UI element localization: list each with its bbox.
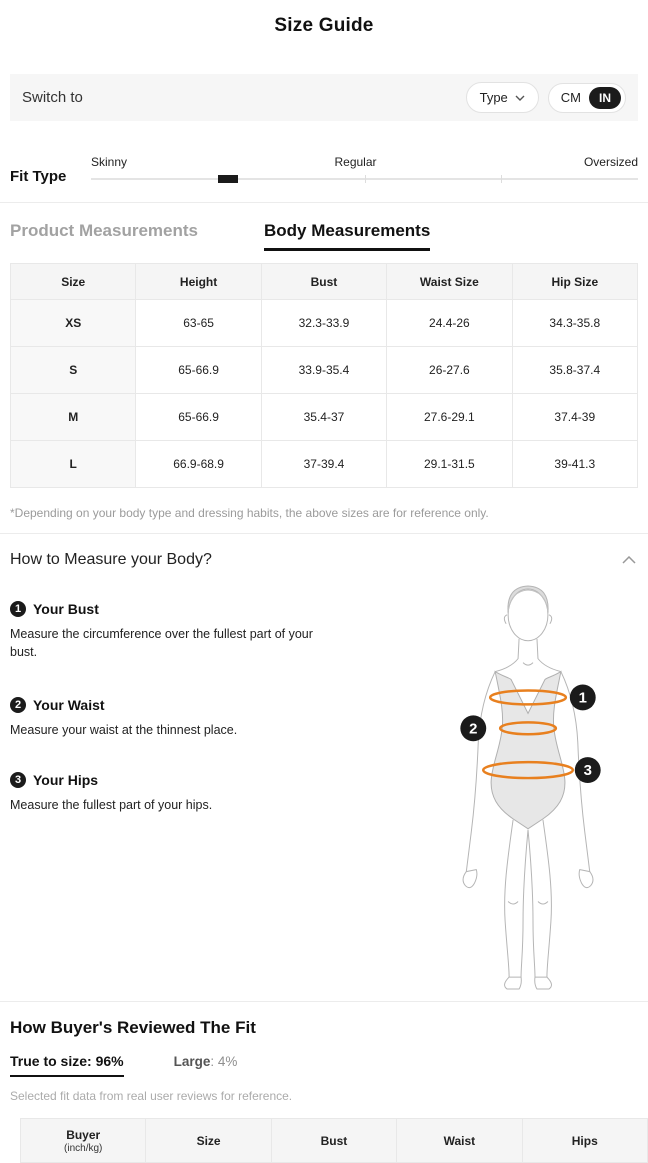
chevron-down-icon (515, 95, 525, 101)
value-cell: 37-39.4 (261, 441, 386, 488)
measure-item-label: Your Hips (33, 772, 99, 789)
value-cell: 65-66.9 (136, 394, 261, 441)
size-cell: S (11, 347, 136, 394)
column-header-size: Size (11, 264, 136, 300)
section-divider (0, 1001, 648, 1002)
buyer-review-table (20, 1118, 648, 1163)
column-header-waist: Waist Size (387, 264, 512, 300)
measure-item-desc: Measure your waist at the thinnest place. (10, 723, 238, 738)
section-divider (0, 533, 648, 534)
buyer-header-unit: (inch/kg) (64, 1142, 103, 1154)
fit-review-large-label: Large (173, 1054, 211, 1069)
fit-option-oversized: Oversized (583, 155, 638, 169)
column-header-hip: Hip Size (512, 264, 637, 300)
review-section-title: How Buyer's Reviewed The Fit (10, 1018, 256, 1037)
switch-to-label: Switch to (22, 89, 83, 106)
measure-item-title (10, 772, 332, 788)
value-cell: 29.1-31.5 (387, 441, 512, 488)
size-table-header-row (11, 264, 638, 300)
column-header-buyer (21, 1119, 146, 1163)
how-to-measure-section (10, 551, 638, 1001)
value-cell: 35.8-37.4 (512, 347, 637, 394)
measure-item-desc: Measure the fullest part of your hips. (10, 798, 213, 813)
collapse-button[interactable] (620, 554, 638, 566)
measure-item-title (10, 601, 332, 617)
figure-feet (505, 977, 552, 989)
fit-review-true-to-size[interactable]: True to size: 96% (10, 1053, 124, 1077)
svg-text:2: 2 (469, 720, 478, 738)
unit-toggle[interactable] (548, 83, 626, 113)
buyer-table-header-row (21, 1119, 648, 1163)
value-cell: 63-65 (136, 300, 261, 347)
table-row (11, 347, 638, 394)
figure-hands (463, 870, 593, 888)
measure-section-title: How to Measure your Body? (10, 551, 212, 568)
type-dropdown-button[interactable] (466, 82, 539, 113)
measurement-tabs (10, 221, 638, 251)
measure-item-badge: 2 (10, 697, 26, 713)
size-note: *Depending on your body type and dressing habits, the above sizes are for reference only. (10, 506, 489, 520)
column-header-waist: Waist (397, 1119, 522, 1163)
table-row (11, 394, 638, 441)
measure-item-label: Your Bust (33, 601, 99, 617)
value-cell: 27.6-29.1 (387, 394, 512, 441)
size-cell: M (11, 394, 136, 441)
measure-item-title (10, 697, 332, 713)
body-measurement-illustration (428, 581, 638, 999)
fit-option-skinny: Skinny (91, 155, 128, 169)
page-title: Size Guide (274, 15, 374, 36)
unit-cm-option[interactable]: CM (560, 90, 581, 105)
value-cell: 26-27.6 (387, 347, 512, 394)
buyer-review-section (10, 1018, 638, 1163)
table-row (11, 300, 638, 347)
measure-item-waist (10, 697, 332, 739)
review-note: Selected fit data from real user reviews for reference. (10, 1089, 293, 1103)
value-cell: 34.3-35.8 (512, 300, 637, 347)
measure-items (10, 601, 332, 815)
buyer-header-label: Buyer (66, 1127, 101, 1142)
fit-type-label: Fit Type (10, 168, 67, 185)
measure-item-desc: Measure the circumference over the fullest part of your bust. (10, 627, 313, 660)
value-cell: 65-66.9 (136, 347, 261, 394)
value-cell: 37.4-39 (512, 394, 637, 441)
fit-review-large[interactable] (174, 1054, 238, 1069)
table-row (11, 441, 638, 488)
measure-section-header (10, 551, 638, 569)
column-header-bust: Bust (261, 264, 386, 300)
section-divider (0, 202, 648, 203)
measure-item-badge: 1 (10, 601, 26, 617)
fit-type-slider[interactable] (91, 155, 638, 185)
size-cell: XS (11, 300, 136, 347)
column-header-height: Height (136, 264, 261, 300)
tab-body-measurements[interactable]: Body Measurements (264, 221, 430, 251)
value-cell: 39-41.3 (512, 441, 637, 488)
slider-thumb[interactable] (218, 175, 238, 183)
switch-bar (10, 74, 638, 121)
switch-controls (466, 82, 626, 113)
column-header-size: Size (146, 1119, 271, 1163)
value-cell: 35.4-37 (261, 394, 386, 441)
column-header-bust: Bust (271, 1119, 396, 1163)
figure-bodysuit (491, 672, 565, 829)
type-dropdown-label: Type (479, 90, 508, 105)
svg-text:3: 3 (583, 762, 592, 780)
unit-in-option[interactable]: IN (589, 87, 621, 109)
fit-review-large-value: : 4% (210, 1054, 238, 1069)
measure-item-hips (10, 772, 332, 814)
fit-type-row (10, 155, 638, 185)
size-table (10, 263, 638, 488)
size-cell: L (11, 441, 136, 488)
value-cell: 33.9-35.4 (261, 347, 386, 394)
value-cell: 66.9-68.9 (136, 441, 261, 488)
tab-product-measurements[interactable]: Product Measurements (10, 221, 198, 240)
value-cell: 24.4-26 (387, 300, 512, 347)
measure-item-label: Your Waist (33, 697, 105, 714)
svg-text:1: 1 (578, 689, 587, 707)
column-header-hips: Hips (522, 1119, 647, 1163)
fit-review-stats (10, 1053, 638, 1077)
fit-type-options (91, 155, 638, 169)
fit-option-regular: Regular (334, 155, 377, 169)
measure-item-badge: 3 (10, 772, 26, 788)
measure-item-bust (10, 601, 332, 661)
slider-track[interactable] (91, 174, 638, 184)
slider-tick-75 (501, 175, 502, 183)
chevron-up-icon (622, 556, 636, 564)
value-cell: 32.3-33.9 (261, 300, 386, 347)
slider-tick-50 (365, 175, 366, 183)
